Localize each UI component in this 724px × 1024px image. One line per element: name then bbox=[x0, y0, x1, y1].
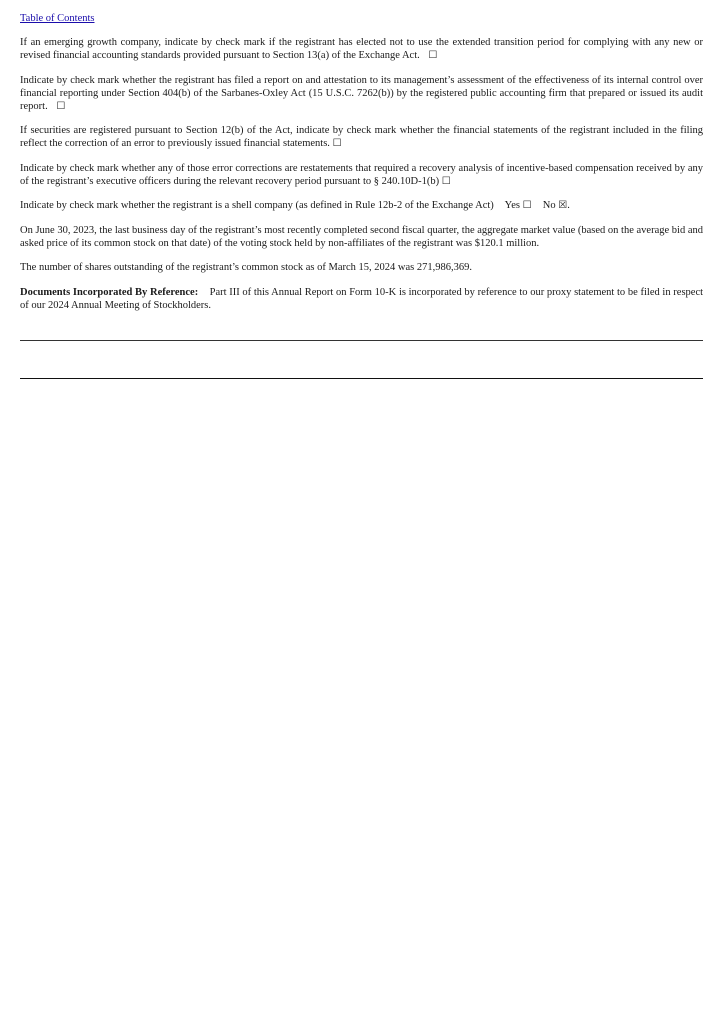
attestation-paragraph bbox=[20, 74, 703, 113]
emerging-growth-checkbox[interactable]: ☐ bbox=[428, 50, 438, 61]
shell-company-text: Indicate by check mark whether the registrant is a shell company (as defined in Rule 12b-2 of the Exchange Act) bbox=[20, 200, 494, 211]
documents-incorporated-colon: : bbox=[194, 286, 199, 298]
shell-no-checkbox[interactable]: ☒ bbox=[558, 200, 568, 211]
shell-no-period: . bbox=[567, 200, 570, 211]
restatements-paragraph bbox=[20, 162, 703, 188]
shell-no-label: No bbox=[542, 200, 556, 211]
section-divider-thin bbox=[20, 340, 703, 341]
section-12b-paragraph bbox=[20, 124, 703, 150]
table-of-contents-link[interactable]: Table of Contents bbox=[20, 13, 95, 24]
section-divider-thick bbox=[20, 378, 703, 379]
restatements-checkbox[interactable]: ☐ bbox=[441, 175, 451, 187]
section-12b-checkbox[interactable]: ☐ bbox=[332, 138, 342, 149]
documents-incorporated-text: Part III of this Annual Report on Form 10-K is incorporated by reference to our proxy statement to be filed in respect of our 2024 Annual Meeting of Stockholders. bbox=[20, 286, 704, 311]
attestation-checkbox[interactable]: ☐ bbox=[56, 100, 66, 112]
market-value-paragraph: On June 30, 2023, the last business day of the registrant’s most recently completed second fiscal quarter, the aggregate market value (based on the average bid and asked price of its common stock on that date) of the voting stock held by non-affiliates of the registrant was $120.1 million. bbox=[20, 224, 703, 249]
section-12b-text: If securities are registered pursuant to Section 12(b) of the Act, indicate by check mark whether the financial statements of the registrant included in the filing reflect the correction of an error to previously issued financial statements. bbox=[20, 125, 703, 149]
documents-incorporated-paragraph bbox=[20, 286, 703, 312]
emerging-growth-text: If an emerging growth company, indicate by check mark if the registrant has elected not to use the extended transition period for complying with any new or revised financial accounting standards provided pursuant to Section 13(a) of the Exchange Act. bbox=[20, 37, 703, 61]
shell-yes-label: Yes bbox=[504, 200, 520, 211]
document-page bbox=[20, 8, 703, 323]
attestation-text: Indicate by check mark whether the registrant has filed a report on and attestation to its management’s assessment of the effectiveness of its internal control over financial reporting under Section 404(b) of the Sarbanes-Oxley Act (15 U.S.C. 7262(b)) by the registered public accounting firm that prepared or issued its audit report. bbox=[20, 74, 703, 112]
shares-outstanding-paragraph: The number of shares outstanding of the registrant’s common stock as of March 15, 2024 was 271,986,369. bbox=[20, 262, 472, 273]
documents-incorporated-label: Documents Incorporated By Reference bbox=[20, 286, 195, 298]
shell-company-paragraph bbox=[20, 199, 703, 212]
emerging-growth-paragraph bbox=[20, 36, 703, 62]
shell-yes-checkbox[interactable]: ☐ bbox=[522, 200, 532, 211]
restatements-text: Indicate by check mark whether any of those error corrections are restatements that required a recovery analysis of incentive-based compensation received by any of the registrant’s executive officers during the relevant recovery period pursuant to § 240.10D-1(b) bbox=[20, 162, 703, 187]
